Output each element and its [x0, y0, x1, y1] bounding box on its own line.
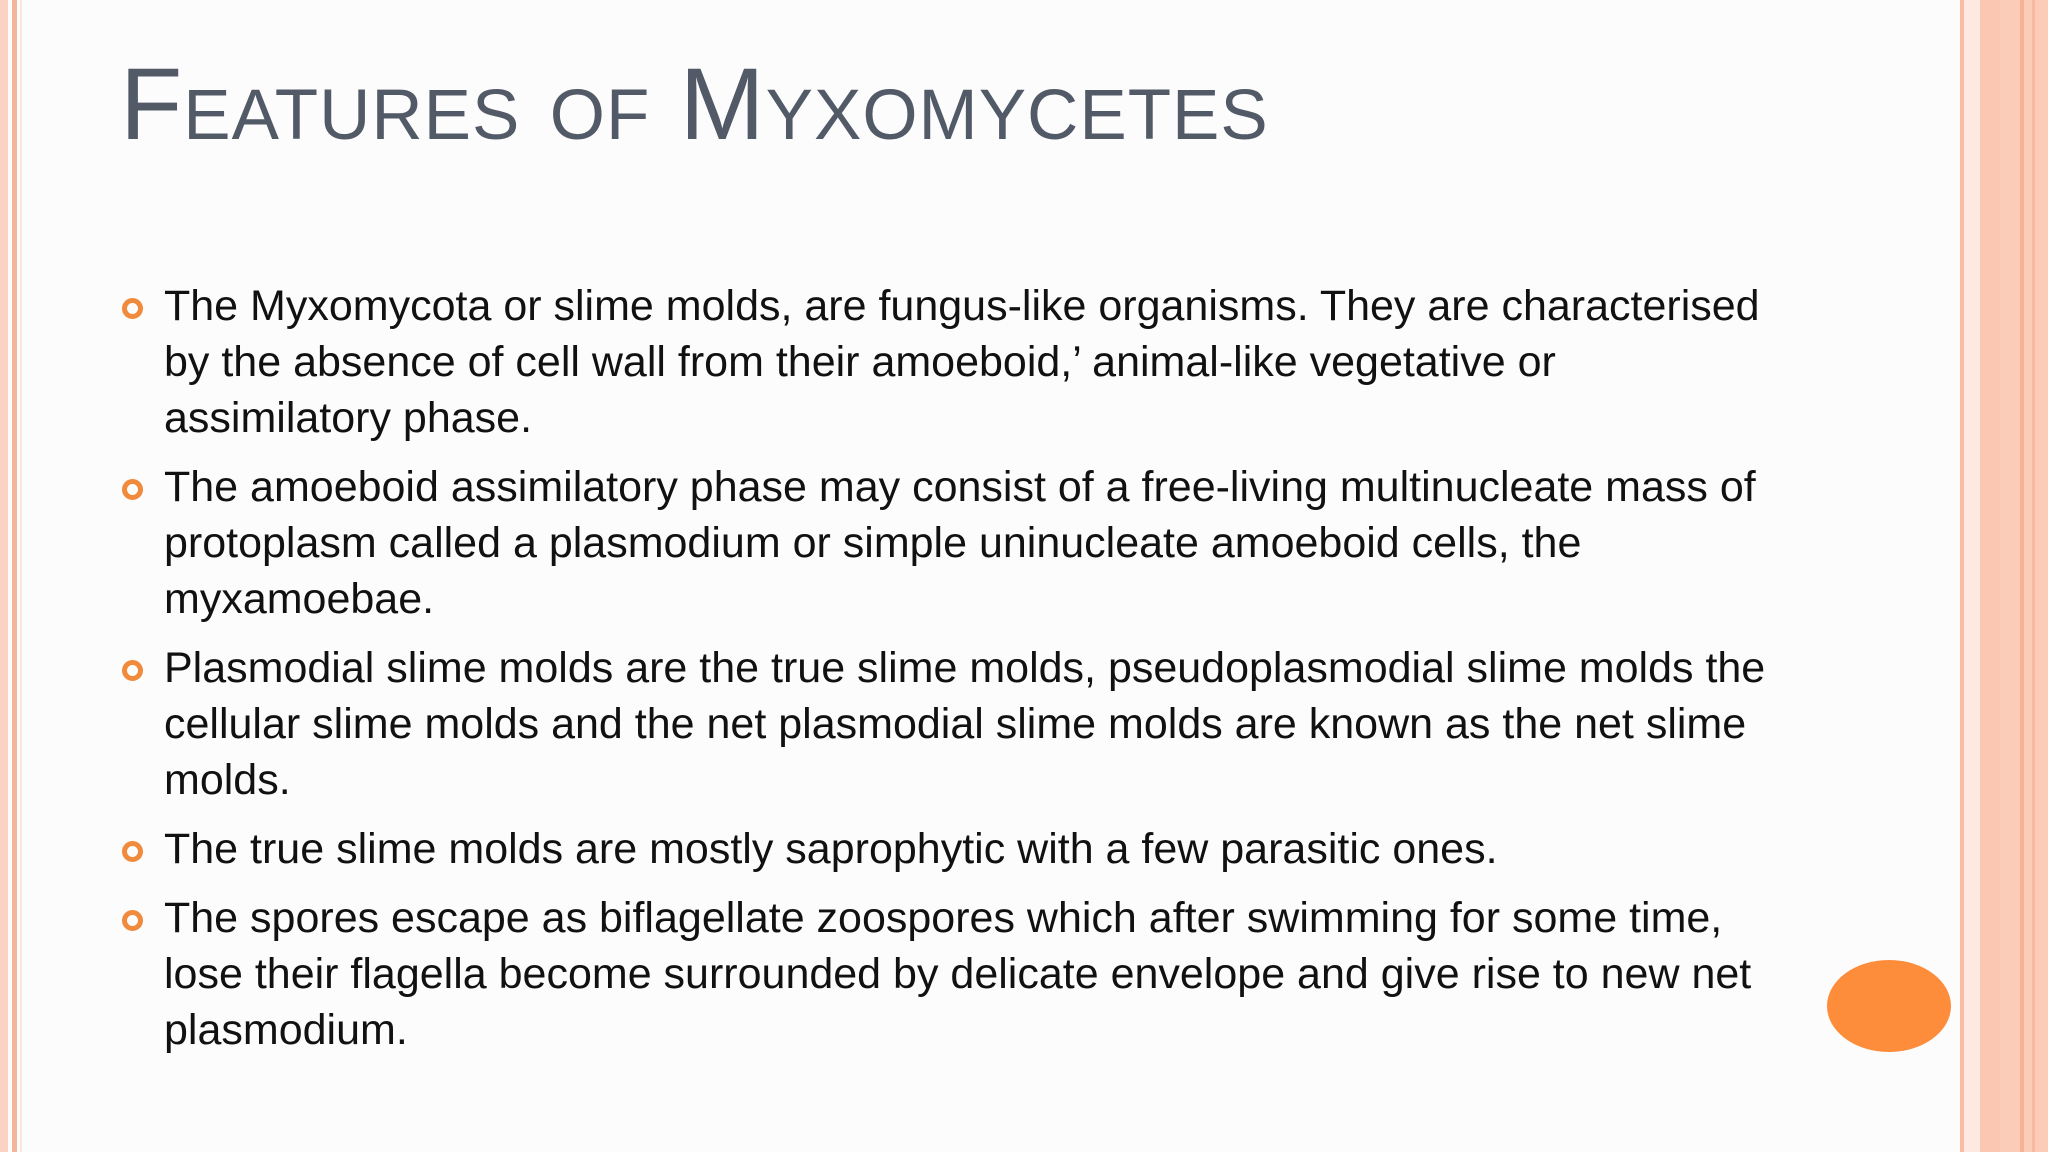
- bullet-item: [120, 890, 1770, 1058]
- right-border-line: [2032, 0, 2035, 1152]
- bullet-text: The amoeboid assimilatory phase may consist of a free-living multinucleate mass of protoplasm called a plasmodium or simple uninucleate amoeboid cells, the myxamoebae.: [164, 463, 1756, 623]
- ring-bullet-icon: [122, 298, 143, 319]
- left-border-stripe: [0, 0, 8, 1152]
- bullet-item: [120, 459, 1770, 627]
- right-border-line: [2020, 0, 2024, 1152]
- bullet-text: The spores escape as biflagellate zoospores which after swimming for some time, lose their flagella become surrounded by delicate envelope and give rise to new net plasmodium.: [164, 894, 1752, 1054]
- bullet-list: [120, 278, 1770, 1071]
- ring-bullet-icon: [122, 479, 143, 500]
- bullet-item: [120, 278, 1770, 446]
- ring-bullet-icon: [122, 660, 143, 681]
- bullet-text: The true slime molds are mostly saprophytic with a few parasitic ones.: [164, 825, 1498, 873]
- right-border-band: [2000, 0, 2048, 1152]
- left-border-stripe: [20, 0, 22, 1152]
- bullet-item: [120, 821, 1770, 877]
- bullet-text: Plasmodial slime molds are the true slime molds, pseudoplasmodial slime molds the cellular slime molds and the net plasmodial slime molds are known as the net slime molds.: [164, 644, 1766, 804]
- orange-circle-decoration: [1827, 960, 1951, 1052]
- left-border-stripe: [12, 0, 17, 1152]
- right-border-line: [1960, 0, 1964, 1152]
- slide-title: Features of Myxomycetes: [120, 47, 1269, 161]
- bullet-item: [120, 640, 1770, 808]
- bullet-text: The Myxomycota or slime molds, are fungus-like organisms. They are characterised by the absence of cell wall from their amoeboid,’ animal-like vegetative or assimilatory phase.: [164, 282, 1760, 442]
- ring-bullet-icon: [122, 841, 143, 862]
- ring-bullet-icon: [122, 910, 143, 931]
